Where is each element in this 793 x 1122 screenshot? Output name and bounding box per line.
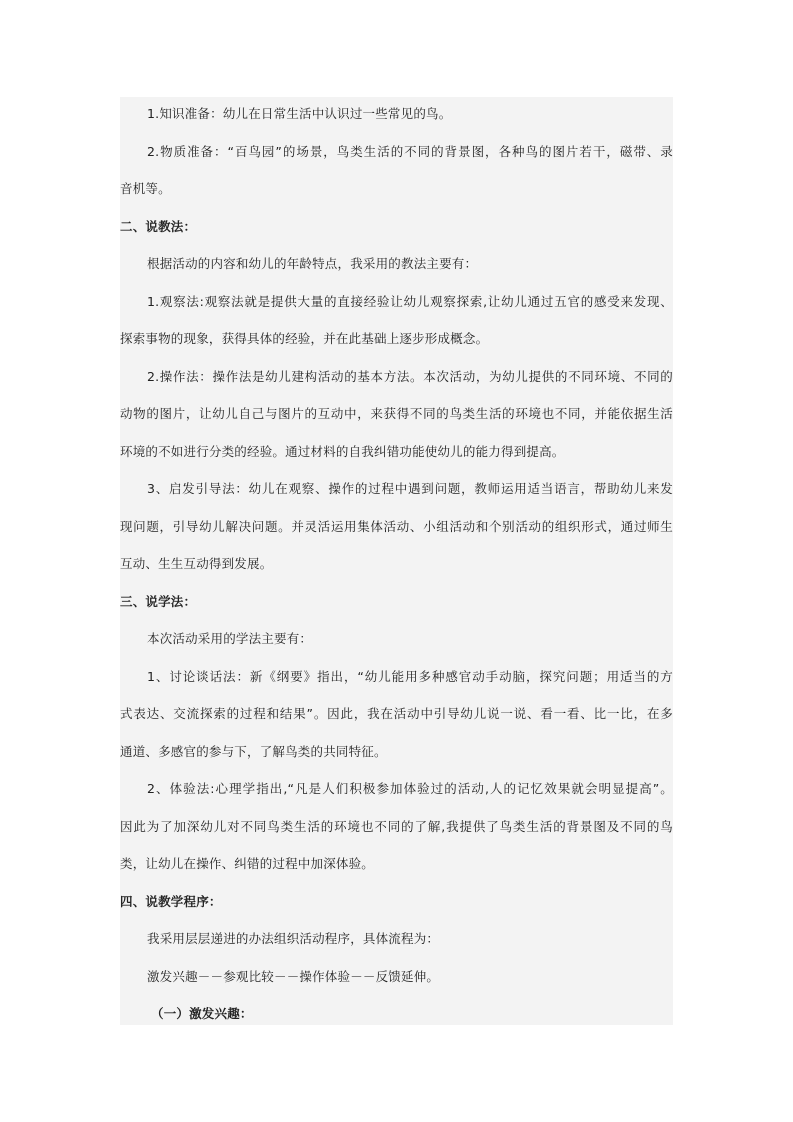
paragraph-procedure-flow: 激发兴趣－－参观比较－－操作体验－－反馈延伸。 (147, 969, 440, 984)
paragraph-learning-intro: 本次活动采用的学法主要有： (147, 631, 313, 646)
paragraph-discussion-2: 式表达、交流探索的过程和结果”。因此，我在活动中引导幼儿说一说、看一看、比一比，在多 (120, 706, 673, 721)
paragraph-observation-2: 探索事物的现象，获得具体的经验，并在此基础上逐步形成概念。 (120, 331, 489, 346)
paragraph-knowledge-prep: 1.知识准备：幼儿在日常生活中认识过一些常见的鸟。 (147, 106, 452, 121)
section-heading-learning-method: 三、说学法： (120, 594, 197, 609)
paragraph-operation-1: 2.操作法：操作法是幼儿建构活动的基本方法。本次活动，为幼儿提供的不同环境、不同的 (147, 369, 673, 384)
paragraph-guidance-1: 3、启发引导法：幼儿在观察、操作的过程中遇到问题，教师运用适当语言，帮助幼儿来发 (147, 481, 673, 496)
paragraph-method-intro: 根据活动的内容和幼儿的年龄特点，我采用的教法主要有： (147, 256, 478, 271)
document-page (120, 97, 673, 1025)
paragraph-material-prep-1: 2.物质准备：“百鸟园”的场景，鸟类生活的不同的背景图，各种鸟的图片若干，磁带、录 (147, 144, 673, 159)
subheading-stimulate-interest: （一）激发兴趣： (151, 1006, 253, 1021)
paragraph-observation-1: 1.观察法:观察法就是提供大量的直接经验让幼儿观察探索,让幼儿通过五官的感受来发现、 (147, 294, 673, 309)
paragraph-experience-2: 因此为了加深幼儿对不同鸟类生活的环境也不同的了解,我提供了鸟类生活的背景图及不同的鸟 (120, 819, 673, 834)
paragraph-experience-3: 类，让幼儿在操作、纠错的过程中加深体验。 (120, 856, 375, 871)
section-heading-teaching-method: 二、说教法： (120, 219, 197, 234)
paragraph-discussion-3: 通道、多感官的参与下，了解鸟类的共同特征。 (120, 744, 387, 759)
paragraph-experience-1: 2、体验法:心理学指出,“凡是人们积极参加体验过的活动,人的记忆效果就会明显提高”。 (147, 781, 673, 796)
paragraph-guidance-3: 互动、生生互动得到发展。 (120, 556, 273, 571)
paragraph-operation-2: 动物的图片，让幼儿自己与图片的互动中，来获得不同的鸟类生活的环境也不同，并能依据生活 (120, 406, 673, 421)
section-heading-procedure: 四、说教学程序： (120, 894, 222, 909)
paragraph-guidance-2: 现问题，引导幼儿解决问题。并灵活运用集体活动、小组活动和个别活动的组织形式，通过师生 (120, 519, 673, 534)
paragraph-operation-3: 环境的不如进行分类的经验。通过材料的自我纠错功能使幼儿的能力得到提高。 (120, 444, 565, 459)
paragraph-discussion-1: 1、讨论谈话法：新《纲要》指出，“幼儿能用多种感官动手动脑，探究问题；用适当的方 (147, 669, 673, 684)
paragraph-material-prep-2: 音机等。 (120, 181, 171, 196)
paragraph-procedure-intro: 我采用层层递进的办法组织活动程序，具体流程为： (147, 931, 440, 946)
